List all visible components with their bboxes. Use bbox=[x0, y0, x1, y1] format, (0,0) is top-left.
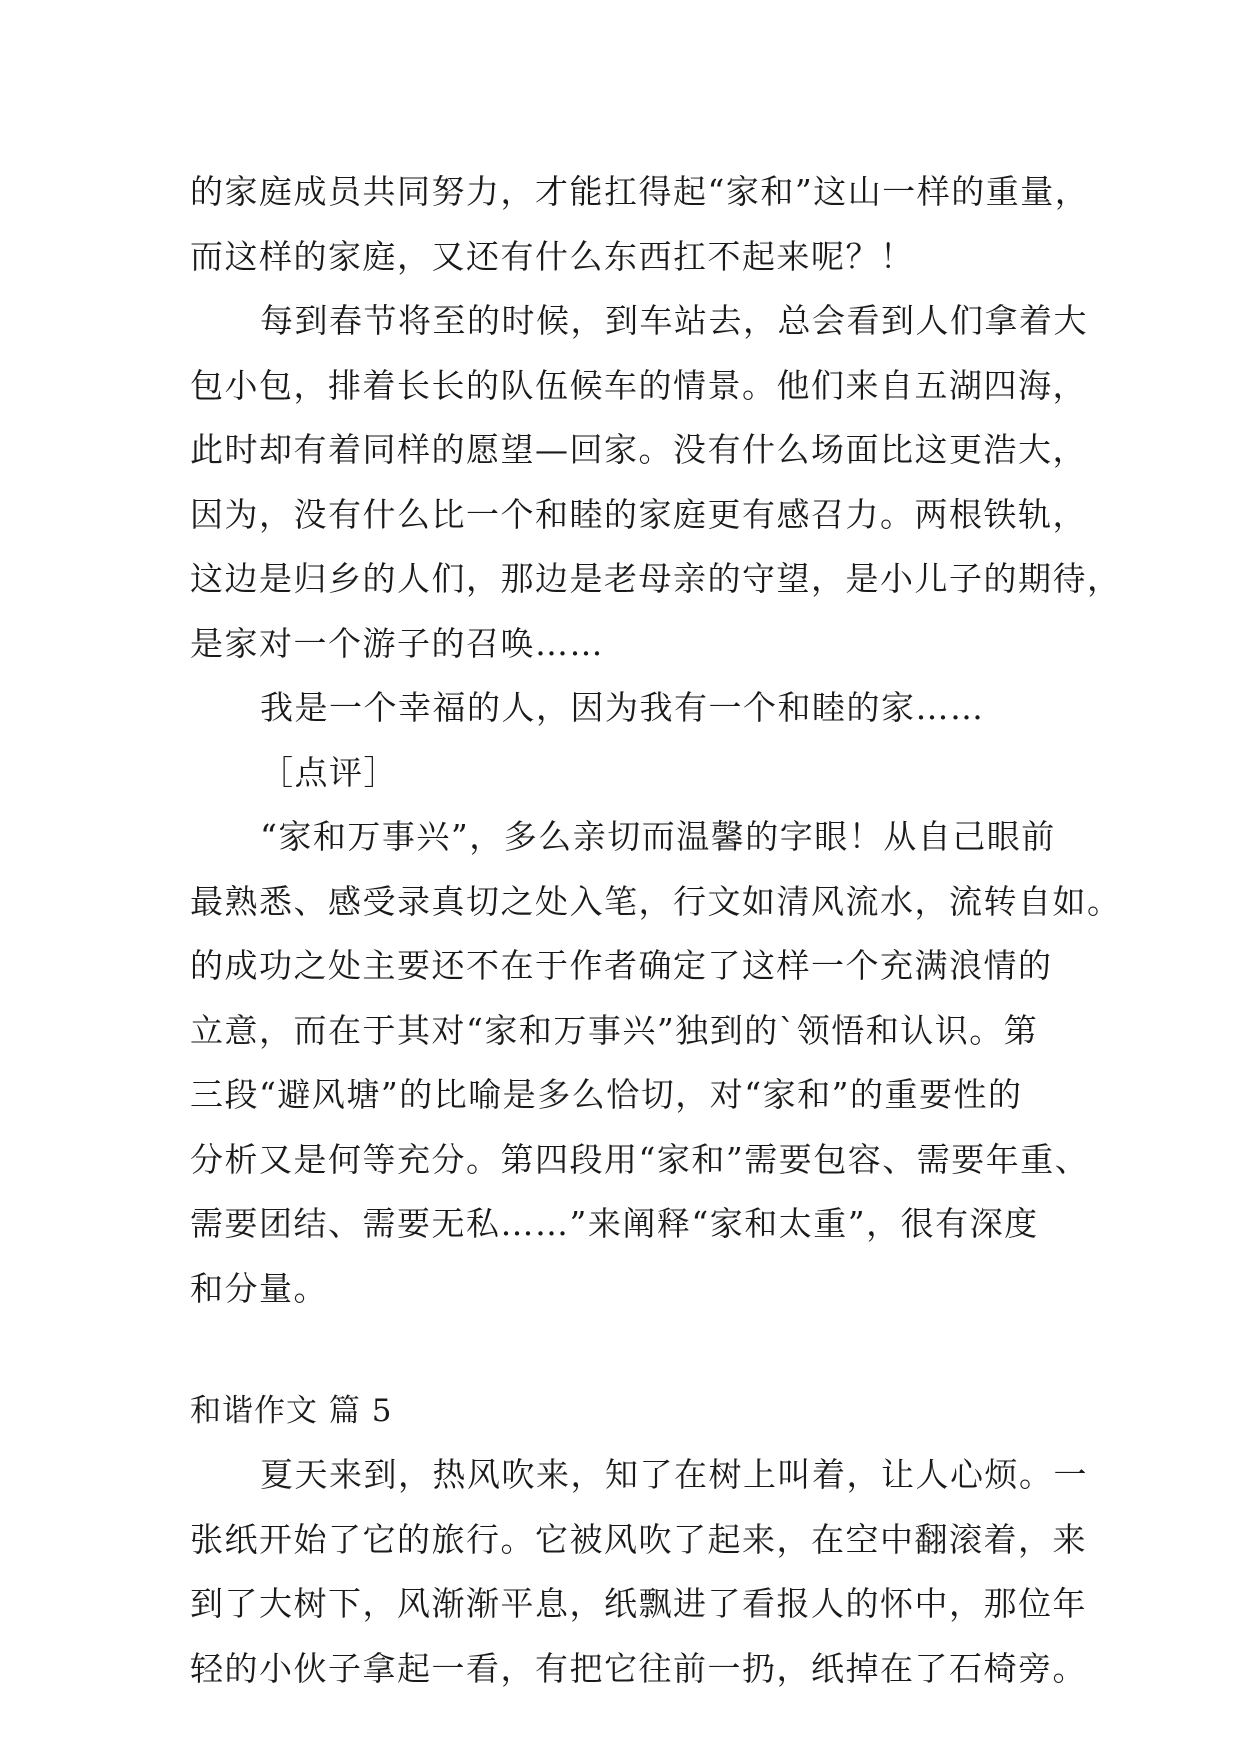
text-line: 夏天来到，热风吹来，知了在树上叫着，让人心烦。一 bbox=[260, 1455, 1088, 1494]
text-line: 此时却有着同样的愿望—回家。没有什么场面比这更浩大， bbox=[190, 430, 1087, 469]
text-line: 这边是归乡的人们，那边是老母亲的守望，是小儿子的期待， bbox=[190, 559, 1122, 598]
paragraph-happy-person bbox=[190, 676, 1070, 741]
text-line: 是家对一个游子的召唤…… bbox=[190, 623, 604, 663]
text-line: 而这样的家庭，又还有什么东西扛不起来呢？！ bbox=[190, 236, 915, 276]
paragraph-summer bbox=[190, 1443, 1088, 1701]
text-line: 轻的小伙子拿起一看，有把它往前一扔，纸掉在了石椅旁。 bbox=[190, 1648, 1087, 1688]
text-line: 因为，没有什么比一个和睦的家庭更有感召力。两根铁轨， bbox=[190, 494, 1087, 534]
text-line: 我是一个幸福的人，因为我有一个和睦的家…… bbox=[260, 688, 985, 727]
document-page bbox=[190, 160, 1122, 1701]
text-line: “家和万事兴”，多么亲切而温馨的字眼！从自己眼前 bbox=[260, 817, 1056, 856]
section-title: 和谐作文 篇 5 bbox=[190, 1393, 393, 1429]
text-line: 包小包，排着长长的队伍候车的情景。他们来自五湖四海， bbox=[190, 365, 1087, 405]
paragraph-spring-festival bbox=[190, 289, 1122, 676]
text-line: 每到春节将至的时候，到车站去，总会看到人们拿着大 bbox=[260, 301, 1088, 340]
text-line: 的成功之处主要还不在于作者确定了这样一个充满浪情的 bbox=[190, 946, 1053, 985]
text-line: 需要团结、需要无私……”来阐释“家和太重”，很有深度 bbox=[190, 1204, 1039, 1243]
text-line: 到了大树下，风渐渐平息，纸飘进了看报人的怀中，那位年 bbox=[190, 1584, 1087, 1623]
text-line: 最熟悉、感受录真切之处入笔，行文如清风流水，流转自如。 bbox=[190, 881, 1122, 921]
text-line: 立意，而在于其对“家和万事兴”独到的`领悟和认识。第 bbox=[190, 1010, 1039, 1050]
text-line: 分析又是何等充分。第四段用“家和”需要包容、需要年重、 bbox=[190, 1139, 1090, 1179]
review-label: ［点评］ bbox=[260, 752, 398, 792]
text-line: 的家庭成员共同努力，才能扛得起“家和”这山一样的重量， bbox=[190, 172, 1090, 211]
paragraph-review bbox=[190, 805, 1122, 1321]
paragraph-continuation bbox=[190, 160, 1090, 289]
text-line: 张纸开始了它的旅行。它被风吹了起来，在空中翻滚着，来 bbox=[190, 1519, 1087, 1559]
text-line: 和分量。 bbox=[190, 1268, 328, 1308]
text-line: 三段“避风塘”的比喻是多么恰切，对“家和”的重要性的 bbox=[190, 1075, 1023, 1114]
section-spacer bbox=[190, 1321, 1070, 1379]
